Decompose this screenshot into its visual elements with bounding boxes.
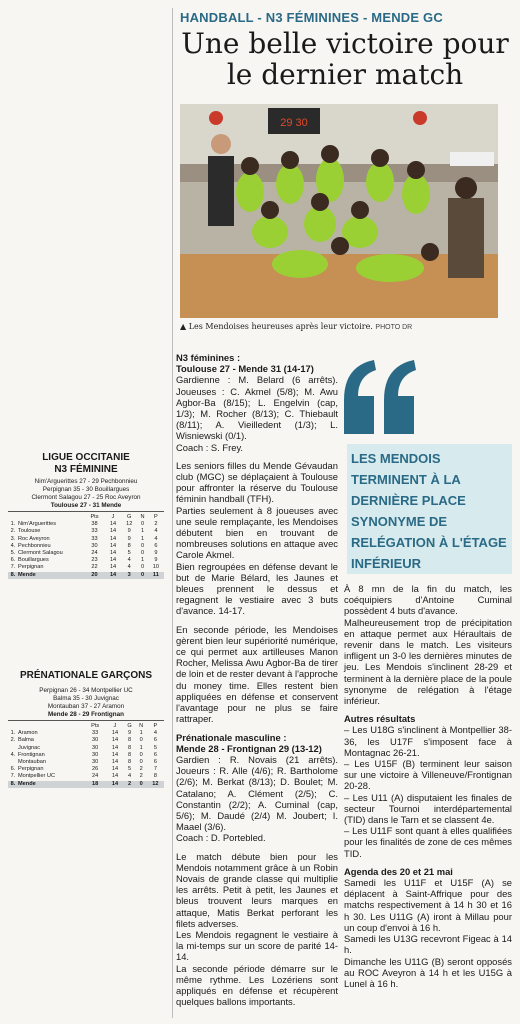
table-cell: 6 — [153, 759, 157, 766]
table-cell: 0 — [140, 542, 145, 549]
table-cell — [8, 745, 18, 752]
table-cell: 7. — [10, 773, 16, 780]
table-cell: 18 — [84, 781, 106, 788]
table-cell: 30 — [91, 542, 98, 549]
table-header-row — [8, 723, 164, 730]
team-name-cell: Montauban — [18, 759, 46, 766]
header-cell: Pts — [91, 723, 100, 729]
table-rule — [8, 511, 164, 512]
header-cell: P — [153, 723, 158, 729]
header-cell: G — [127, 514, 132, 520]
prenat-results — [6, 687, 166, 719]
table-cell: 14 — [111, 751, 119, 758]
table-cell: 4 — [154, 535, 158, 542]
caption-text: ▲ Les Mendoises heureuses après leur victoire. — [180, 322, 373, 331]
table-cell: 6. — [10, 557, 16, 564]
table-cell: 14 — [111, 759, 119, 766]
table-cell: 7 — [153, 766, 157, 773]
table-cell: 2 — [154, 521, 158, 528]
table-row — [8, 773, 164, 780]
table-cell: 8. — [8, 781, 18, 788]
table-cell: 1 — [139, 744, 143, 751]
header-cell: J — [111, 514, 115, 520]
table-cell: 4 — [128, 773, 132, 780]
team-name-cell: Nim'Arguerittes — [18, 521, 57, 528]
table-cell: 4. — [10, 542, 16, 549]
table-cell: 0 — [140, 564, 145, 571]
table-cell: 8 — [128, 759, 132, 766]
header-cell: J — [113, 723, 117, 729]
n3-paragraph: Bien regroupées en défense devant le but de Marie Bélard, les Jaunes et bleues prennent le dessus et regagnent le vestiaire avec 3 buts d'avance. 14-17. — [176, 560, 338, 617]
table-cell: 6 — [154, 542, 158, 549]
table-cell: 9 — [127, 535, 131, 542]
result-line: Clermont Salagou 27 - 25 Roc Aveyron — [31, 493, 141, 501]
table-cell: 23 — [91, 557, 98, 564]
table-cell: 2. — [10, 737, 16, 744]
n3-coach: Coach : S. Frey. — [176, 441, 244, 453]
table-cell: 14 — [111, 730, 119, 737]
table-cell: 33 — [92, 730, 99, 737]
team-name-cell: Bouillargues — [18, 557, 49, 564]
team-name-cell: Clermont Salagou — [18, 550, 63, 557]
quote-icon — [340, 356, 420, 438]
article-kicker: HANDBALL - N3 FÉMININES - MENDE GC — [180, 10, 443, 25]
table-cell: 38 — [91, 521, 98, 528]
table-cell: 5. — [10, 550, 16, 557]
table-cell: 4 — [153, 730, 157, 737]
table-cell: 10 — [152, 564, 159, 571]
table-row — [8, 752, 164, 759]
result-line: Perpignan 35 - 30 Bouillargues — [42, 485, 130, 493]
result-line-highlight: Mende 28 - 29 Frontignan — [48, 710, 124, 718]
pm-paragraph: La seconde période démarre sur le même rythme. Les Lozériens sont appliqués en défense et récupèrent quelques ballons importants. — [176, 962, 338, 1008]
team-name-cell: Juvignac — [18, 744, 41, 751]
team-name-cell: Toulouse — [18, 528, 41, 535]
pm-score-line: Mende 28 - Frontignan 29 (13-12) — [176, 742, 322, 754]
result-line: Perpignan 26 - 34 Montpellier UC — [39, 687, 133, 694]
table-cell: 0 — [140, 550, 145, 557]
table-cell: 30 — [92, 751, 99, 758]
column-divider — [172, 8, 173, 1018]
table-cell: 6. — [10, 766, 16, 773]
table-cell: 14 — [111, 766, 119, 773]
right-paragraph: À 8 mn de la fin du match, les coéquipiers d'Antoine Cuminal possèdent 4 buts d'avance. — [344, 583, 512, 617]
right-paragraph: Malheureusement trop de précipitation en attaque permet aux Héraultais de revenir dans le match. Les visiteurs infligent un 3-0 les dernières minutes de jeu. Les Mendois s'inclinent 28-29 et terminent à la dernière place de la poule synonyme de relégation à l'étage inférieur. — [344, 616, 512, 707]
table-row — [8, 521, 164, 528]
agenda-item: Samedi les U11F et U15F (A) se déplacent à Saint-Affrique pour des matchs respectivement à 14 h 30 et 16 h 30. Les U11G (A) iront à Millau pour un coup d'envoi à 16 h. — [344, 877, 512, 933]
table-cell: 9 — [127, 528, 131, 535]
table-cell: 24 — [92, 773, 99, 780]
table-cell: 0 — [139, 751, 143, 758]
table-cell: 20 — [84, 572, 105, 579]
agenda-item: Dimanche les U11G (B) seront opposés au ROC Aveyron à 14 h et les U15G à Lunel à 16 h. — [344, 955, 512, 989]
other-result-item: – Les U11 (A) disputaient les finales de secteur Tournoi interdépartemental (TID) dans le Tarn et se classent 4e. — [344, 791, 512, 826]
table-cell: 24 — [91, 550, 98, 557]
table-cell: 14 — [109, 564, 117, 571]
table-cell: 12 — [147, 781, 164, 788]
header-cell: P — [154, 514, 158, 520]
table-cell: 14 — [109, 542, 117, 549]
team-name-cell: Balma — [18, 737, 34, 744]
table-cell: 0 — [139, 737, 143, 744]
table-cell: 14 — [105, 572, 121, 579]
table-cell: 8 — [153, 773, 157, 780]
table-row — [8, 564, 164, 571]
result-line: Balma 35 - 30 Juvignac — [53, 694, 119, 702]
table-cell: 14 — [106, 781, 123, 788]
right-column — [344, 583, 512, 996]
n3-paragraph: Les seniors filles du Mende Gévaudan club (MGC) se déplaçaient à Toulouse pour affronter la réserve du Toulouse féminin handball (TFH). — [176, 459, 338, 505]
agenda-heading: Agenda des 20 et 21 mai — [344, 865, 453, 877]
ligue-title: LIGUE OCCITANIE — [42, 452, 130, 463]
table-cell: 8 — [127, 542, 131, 549]
header-cell: N — [140, 514, 145, 520]
table-cell: 22 — [91, 564, 98, 571]
table-cell: 14 — [109, 550, 117, 557]
article-headline: Une belle victoire pour le dernier match — [181, 27, 509, 91]
ligue-subtitle: N3 FÉMININE — [54, 464, 118, 475]
ligue-standings-table — [8, 514, 164, 579]
table-cell: 1 — [140, 528, 145, 535]
team-name-cell: Roc Aveyron — [18, 535, 50, 542]
header-cell: Pts — [90, 514, 99, 520]
table-cell: 6 — [153, 737, 157, 744]
table-cell: 0 — [136, 781, 147, 788]
pull-quote: LES MENDOIS TERMINENT À LA DERNIÈRE PLACE SYNONYME DE RELÉGATION À L'ÉTAGE INFÉRIEUR — [347, 444, 512, 574]
other-result-item: – Les U18G s'inclinent à Montpellier 38-36, les U17F s'imposent face à Montagnac 26-21. — [344, 724, 512, 758]
result-line: Montauban 37 - 27 Aramon — [47, 702, 125, 710]
team-name-cell: Mende — [18, 572, 84, 579]
prenat-title: PRÉNATIONALE GARÇONS — [19, 670, 153, 681]
table-cell: 1. — [10, 730, 16, 737]
table-cell: 14 — [109, 535, 117, 542]
table-cell: 12 — [126, 521, 133, 528]
table-row — [8, 536, 164, 543]
table-cell: 14 — [111, 744, 119, 751]
other-result-item: – Les U15F (B) terminent leur saison sur une victoire à Villeneuve/Frontignan 20-28. — [344, 758, 512, 792]
table-cell: 4. — [10, 751, 16, 758]
table-cell: 1 — [140, 557, 145, 564]
table-cell: 0 — [137, 572, 147, 579]
other-result-item: – Les U11F sont quant à elles qualifiées pour les finalités de zone de ces mêmes TID. — [344, 825, 512, 859]
table-cell: 8 — [128, 744, 132, 751]
table-row — [8, 737, 164, 744]
table-row — [8, 550, 164, 557]
table-cell: 14 — [109, 557, 117, 564]
team-name-cell: Pechbonnieu — [18, 542, 51, 549]
pm-lineup: Gardien : R. Novais (21 arrêts). Joueurs : R. Alle (4/6); R. Bartholome (2/6); M. Berkat (8/13); D. Boulet; M. Catalano; A. Clément (2/5); C. Constantin (2/2); A. Cuminal (cap, 5/6); M. Daudé (2/4) M. Joubert; I. Maael (3/6). — [176, 753, 338, 833]
table-cell: 14 — [111, 737, 119, 744]
header-cell: G — [127, 723, 132, 729]
n3-paragraph: Parties seulement à 8 joueuses avec une seule remplaçante, les Mendoises débutent bien en trouvant de nombreuses solutions en attaque avec Carole Akmel. — [176, 504, 338, 561]
pm-paragraph: Les Mendois regagnent le vestiaire à la mi-temps sur un score de parité 14-14. — [176, 928, 338, 963]
table-cell: 2. — [10, 528, 16, 535]
table-cell: 11 — [148, 572, 164, 579]
team-name-cell: Frontignan — [18, 751, 45, 758]
table-cell: 2 — [124, 781, 136, 788]
table-cell: 2 — [139, 773, 143, 780]
table-cell: 30 — [92, 744, 99, 751]
team-name-cell: Montpellier UC — [18, 773, 55, 780]
prenat-standings-table — [8, 723, 164, 788]
team-photo — [180, 104, 498, 318]
n3-score-line: Toulouse 27 - Mende 31 (14-17) — [176, 363, 314, 375]
table-cell: 7. — [10, 564, 16, 571]
table-row — [8, 730, 164, 737]
table-row — [8, 745, 164, 752]
table-row — [8, 781, 164, 788]
table-header-row — [8, 514, 164, 521]
table-cell: 6 — [153, 751, 157, 758]
pm-paragraph: Le match débute bien pour les Mendois notamment grâce à un Robin Novais de grande classe qui multiplie les arrêts. Petit à petit, les Jaunes et bleus trouvent leurs marques en attaque, Matis Berkat perforant les filets adverses. — [176, 850, 338, 929]
photo-caption — [180, 322, 510, 331]
table-row — [8, 766, 164, 773]
table-cell: 0 — [140, 521, 145, 528]
n3-lineup: Gardienne : M. Belard (6 arrêts). Joueuses : C. Akmel (5/8); M. Awu Agbor-Ba (8/15); L. Engelvin (cap, 1/3); M. Rocher (8/13); C. Thiebault (8/11); A. Vieilledent (1/3); L. Wisniewski (0/1). — [176, 374, 338, 442]
pm-coach: Coach : D. Portebled. — [176, 832, 266, 844]
n3-heading: N3 féminines : — [176, 352, 241, 363]
table-cell: 9 — [154, 550, 158, 557]
table-cell: 3. — [10, 535, 16, 542]
table-cell: 33 — [91, 535, 98, 542]
table-cell: 1. — [10, 521, 16, 528]
header-cell: N — [139, 723, 144, 729]
table-row — [8, 543, 164, 550]
pm-heading: Prénationale masculine : — [176, 731, 287, 743]
table-cell: 1 — [139, 730, 143, 737]
table-row — [8, 572, 164, 579]
team-name-cell: Mende — [18, 781, 84, 788]
table-cell — [8, 759, 18, 766]
table-cell: 30 — [92, 737, 99, 744]
table-cell: 4 — [127, 557, 131, 564]
table-cell: 9 — [128, 730, 132, 737]
n3-paragraph: En seconde période, les Mendoises gèrent bien leur supériorité numérique, ce qui permet aux artilleuses Manon Rocher, Melissa Awu Agbor-Ba de tirer de loin et de rester devant à l'approche du money time. Elles restent bien appliquées en défense et conservent l'avantage pour ne plus se faire rattraper. — [176, 623, 338, 725]
table-cell: 8 — [128, 737, 132, 744]
team-name-cell: Aramon — [18, 730, 38, 737]
caption-credit: PHOTO DR — [375, 324, 413, 331]
table-cell: 5 — [127, 550, 131, 557]
table-cell: 14 — [111, 773, 119, 780]
table-cell: 4 — [127, 564, 131, 571]
table-cell: 0 — [139, 759, 143, 766]
ligue-results — [6, 478, 166, 510]
table-cell: 5 — [153, 744, 157, 751]
table-cell: 14 — [109, 528, 117, 535]
table-cell: 1 — [140, 535, 145, 542]
team-name-cell: Perpignan — [18, 766, 44, 773]
table-cell: 5 — [128, 766, 132, 773]
middle-column — [176, 352, 338, 1014]
table-cell: 8. — [8, 572, 18, 579]
scoreboard-digits: 29 30 — [280, 117, 308, 129]
table-rule — [8, 720, 164, 721]
result-line: Nim'Arguerittes 27 - 29 Pechbonnieu — [34, 478, 138, 485]
table-cell: 4 — [154, 528, 158, 535]
table-row — [8, 557, 164, 564]
table-row — [8, 759, 164, 766]
result-line-highlight: Toulouse 27 - 31 Mende — [50, 501, 122, 509]
agenda-item: Samedi les U13G recevront Figeac à 14 h. — [344, 933, 512, 956]
table-cell: 26 — [92, 766, 99, 773]
table-cell: 3 — [121, 572, 137, 579]
team-name-cell: Perpignan — [18, 564, 44, 571]
table-row — [8, 528, 164, 535]
table-cell: 9 — [154, 557, 158, 564]
table-cell: 14 — [109, 521, 117, 528]
table-cell: 33 — [91, 528, 98, 535]
table-cell: 8 — [128, 751, 132, 758]
table-cell: 2 — [139, 766, 143, 773]
table-cell: 30 — [92, 759, 99, 766]
other-results-heading: Autres résultats — [344, 713, 416, 725]
